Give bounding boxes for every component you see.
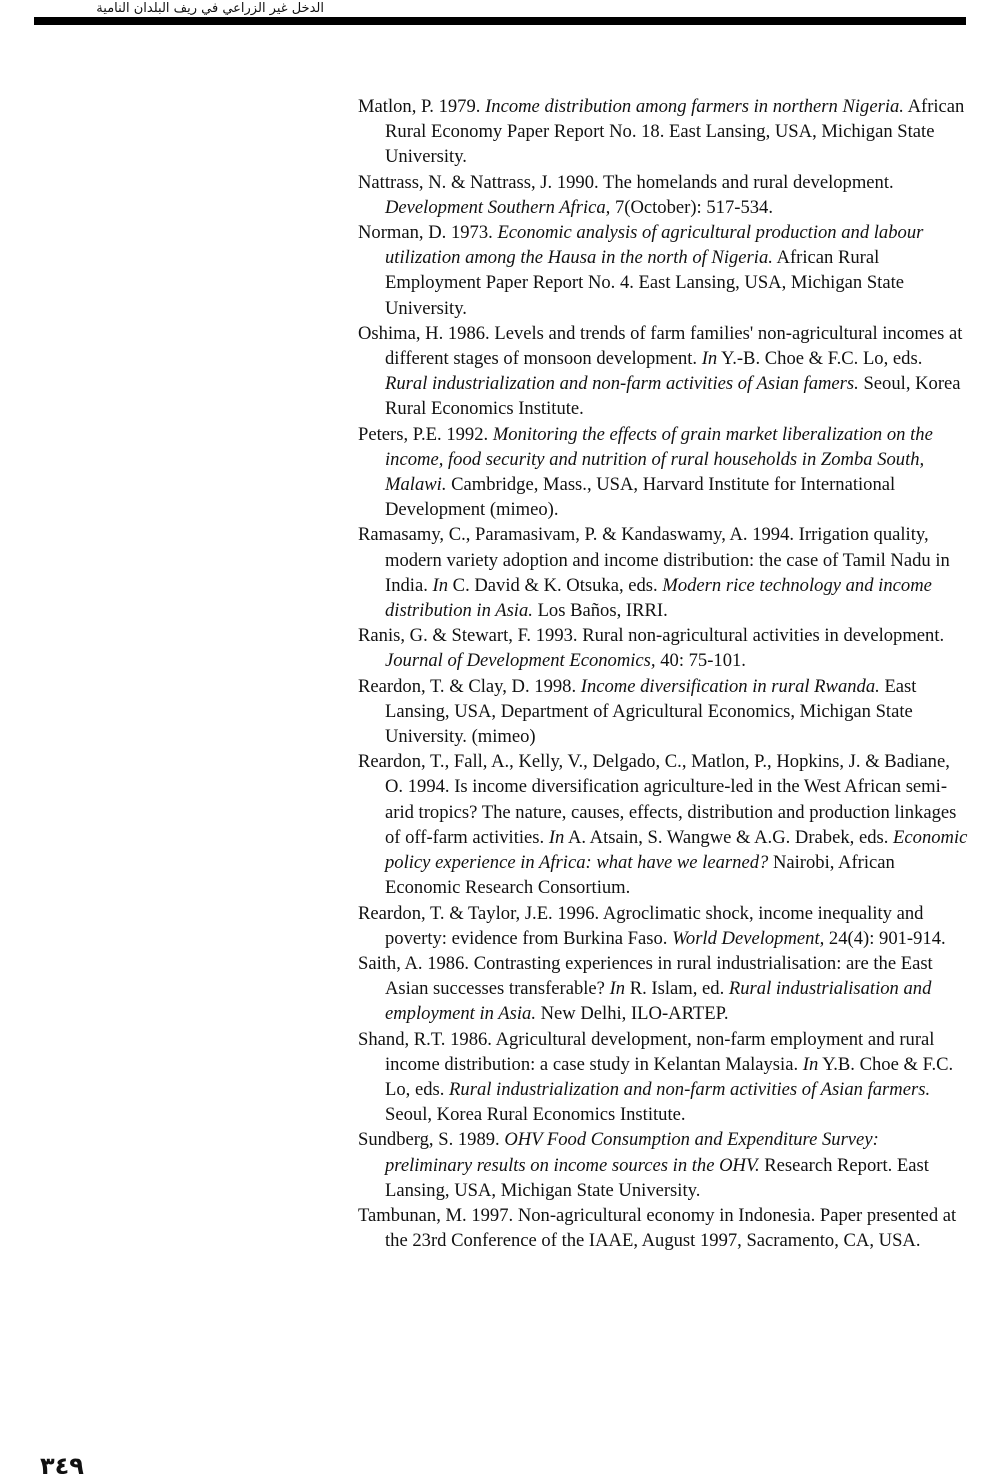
reference-text: C. David & K. Otsuka, eds. <box>448 574 663 596</box>
reference-text: Ramasamy, C., Paramasivam, P. & Kandaswamy, A. 1994. Irrigation quality, modern variety adoption and income distribution: the case of Tamil Nadu in India. <box>358 524 950 596</box>
reference-text: Nairobi, African Economic Research Consortium. <box>385 852 895 899</box>
reference-entry <box>358 901 968 951</box>
reference-text: Reardon, T., Fall, A., Kelly, V., Delgado, C., Matlon, P., Hopkins, J. & Badiane, O. 1994. Is income diversification agriculture-led in the West African semi-arid tropics? The nature, causes, effects, distribution and production linkages of off-farm activities. <box>358 751 957 848</box>
reference-title-italic: Economic policy experience in Africa: what have we learned? <box>385 826 968 874</box>
reference-title-italic: Monitoring the effects of grain market liberalization on the income, food security and nutrition of rural households in Zomba South, Malawi. <box>385 423 933 496</box>
reference-text: Seoul, Korea Rural Economics Institute. <box>385 373 961 420</box>
running-head: الدخل غير الزراعي في ريف البلدان النامية <box>96 1 324 16</box>
reference-list <box>358 94 968 1253</box>
reference-text: Nattrass, N. & Nattrass, J. 1990. The homelands and rural development. <box>358 171 894 193</box>
reference-entry <box>358 674 968 750</box>
reference-text: A. Atsain, S. Wangwe & A.G. Drabek, eds. <box>564 826 894 848</box>
reference-entry <box>358 1127 968 1203</box>
reference-title-italic: In <box>548 826 565 848</box>
reference-entry <box>358 749 968 900</box>
reference-text: Matlon, P. 1979. <box>358 96 486 117</box>
reference-entry <box>358 422 968 523</box>
reference-text: Shand, R.T. 1986. Agricultural development, non-farm employment and rural income distribution: a case study in Kelantan Malaysia. <box>358 1028 935 1075</box>
reference-text: 7(October): 517-534. <box>610 196 773 218</box>
page-number: ٣٤٩ <box>40 1452 84 1480</box>
reference-entry <box>358 1027 968 1128</box>
reference-title-italic: Modern rice technology and income distribution in Asia. <box>385 574 932 622</box>
reference-text: 24(4): 901-914. <box>824 927 946 949</box>
reference-text: Saith, A. 1986. Contrasting experiences in rural industrialisation: are the East Asian successes transferable? <box>358 952 933 1000</box>
reference-text: Cambridge, Mass., USA, Harvard Institute for International Development (mimeo). <box>385 474 896 521</box>
reference-title-italic: Development Southern Africa, <box>385 196 611 218</box>
reference-title-italic: In <box>802 1053 819 1075</box>
reference-text: Tambunan, M. 1997. Non-agricultural economy in Indonesia. Paper presented at the 23rd Conference of the IAAE, August 1997, Sacramento, CA, USA. <box>358 1204 957 1252</box>
reference-entry <box>358 94 968 170</box>
reference-text: Y.B. Choe & F.C. Lo, eds. <box>385 1053 954 1100</box>
reference-title-italic: Income distribution among farmers in northern Nigeria. <box>485 96 904 117</box>
reference-title-italic: In <box>701 348 718 370</box>
reference-title-italic: Journal of Development Economics, <box>385 650 656 672</box>
reference-title-italic: World Development, <box>672 927 825 949</box>
reference-text: 40: 75-101. <box>655 650 746 672</box>
reference-text: New Delhi, ILO-ARTEP. <box>535 1003 729 1025</box>
reference-title-italic: OHV Food Consumption and Expenditure Survey: preliminary results on income sources in the OHV. <box>385 1129 879 1176</box>
reference-text: Reardon, T. & Clay, D. 1998. <box>358 675 581 697</box>
reference-text: Norman, D. 1973. <box>358 222 498 244</box>
reference-title-italic: In <box>432 574 449 596</box>
reference-text: Research Report. East Lansing, USA, Michigan State University. <box>385 1154 929 1201</box>
header-rule <box>34 17 966 25</box>
reference-text: African Rural Economy Paper Report No. 18. East Lansing, USA, Michigan State University. <box>385 96 965 168</box>
reference-text: R. Islam, ed. <box>625 978 729 1000</box>
reference-title-italic: Rural industrialization and non-farm activities of Asian farmers. <box>449 1078 931 1100</box>
reference-text: Reardon, T. & Taylor, J.E. 1996. Agroclimatic shock, income inequality and poverty: evidence from Burkina Faso. <box>358 902 924 949</box>
reference-title-italic: In <box>609 978 626 1000</box>
reference-title-italic: Rural industrialisation and employment in Asia. <box>385 978 932 1025</box>
reference-entry <box>358 170 968 220</box>
reference-text: Peters, P.E. 1992. <box>358 423 493 445</box>
reference-text: Sundberg, S. 1989. <box>358 1129 505 1151</box>
reference-entry <box>358 951 968 1027</box>
reference-text: Oshima, H. 1986. Levels and trends of farm families' non-agricultural incomes at different stages of monsoon development. <box>358 322 963 370</box>
reference-entry <box>358 522 968 623</box>
reference-text: Ranis, G. & Stewart, F. 1993. Rural non-agricultural activities in development. <box>358 625 945 647</box>
reference-title-italic: Income diversification in rural Rwanda. <box>580 675 880 697</box>
reference-title-italic: Economic analysis of agricultural production and labour utilization among the Hausa in the north of Nigeria. <box>385 222 924 269</box>
reference-entry <box>358 321 968 422</box>
reference-entry <box>358 220 968 321</box>
reference-entry <box>358 623 968 673</box>
reference-entry <box>358 1203 968 1253</box>
reference-text: Los Baños, IRRI. <box>532 600 668 622</box>
reference-text: East Lansing, USA, Department of Agricultural Economics, Michigan State University. (mimeo) <box>385 675 917 748</box>
reference-text: Seoul, Korea Rural Economics Institute. <box>385 1104 686 1126</box>
reference-title-italic: Rural industrialization and non-farm activities of Asian famers. <box>385 373 859 395</box>
reference-text: African Rural Employment Paper Report No. 4. East Lansing, USA, Michigan State University. <box>385 247 904 319</box>
reference-text: Y.-B. Choe & F.C. Lo, eds. <box>717 348 923 370</box>
